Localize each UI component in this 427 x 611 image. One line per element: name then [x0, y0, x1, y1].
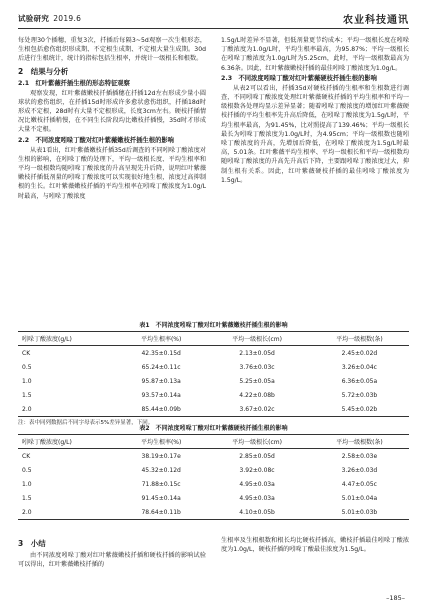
table-row	[18, 402, 409, 417]
table-row	[18, 388, 409, 402]
table-header-row	[18, 332, 409, 346]
table-1	[18, 331, 409, 417]
table-header-cell: 平均生根率(%)	[118, 435, 204, 449]
summary-paragraph-end: 生根率及生根根数和根长均比硬枝扦插高，嫩枝扦插最佳吲哚丁酸浓度为1.0g/L，硬枝扦插的吲哚丁酸最佳浓度为1.5g/L。	[221, 537, 409, 554]
table-row	[18, 449, 409, 464]
page-header	[18, 12, 409, 29]
table-cell: 71.88±0.15c	[141, 480, 181, 488]
table-1-note: 注：表中同列数据后不同字母表示5%差异显著，下同。	[18, 420, 154, 426]
journal-issue: 2019.6	[53, 14, 82, 23]
table-cell: 4.47±0.05c	[341, 480, 377, 488]
table-2-block	[18, 424, 409, 520]
table-cell: 4.22±0.08b	[239, 391, 275, 399]
table-cell: 38.19±0.17e	[141, 452, 181, 460]
subsection-heading-2-1: 2.1 红叶紫薇扦插生根的形态特征观察	[18, 79, 130, 87]
table-1-caption: 表1 不同浓度吲哚丁酸对红叶紫薇嫩枝扦插生根的影响	[139, 322, 288, 329]
subsection-heading-2-2: 2.2 不同浓度吲哚丁酸对红叶紫薇嫩枝扦插生根的影响	[18, 136, 174, 144]
table-cell: 2.0	[18, 402, 118, 417]
table-1-block	[18, 321, 409, 427]
table-row	[18, 463, 409, 477]
hardwood-analysis-paragraph: 从表2可以看出，扦插35d对硬枝扦插的生根率和生根数进行调查，不同吲哚丁酸浓度处理红叶紫薇硬枝扦插的平均生根率和平均一级根数各处理均显示差异显著；随着吲哚丁酸浓度的增加红叶紫薇硬枝扦插的平均生根率先升高后降低，在吲哚丁酸浓度为1.5g/L时，平均生根率最高，为91.45%，比对照提高了139.46%；平均一级根长最长为吲哚丁酸浓度为1.0g/L时，为4.95cm；平均一级根数也随吲哚丁酸浓度的升高，先增加后降低，在吲哚丁酸浓度为1.5g/L时最高，5.01条。红叶紫薇平均生根率、平均一级根长和平均一级根数均随吲哚丁酸浓度的升高先升高后下降，主要跟吲哚丁酸浓度过大，抑制生根有关系。因此，红叶紫薇硬枝扦插的最佳吲哚丁酸浓度为1.5g/L。	[221, 84, 409, 184]
journal-section-title: 试验研究	[18, 14, 50, 23]
table-cell: 4.95±0.03a	[239, 480, 275, 488]
table-cell: 3.76±0.03c	[239, 363, 275, 371]
table-header-cell: 吲哚丁酸浓度(g/L)	[18, 332, 118, 346]
table-cell: 5.45±0.02b	[310, 402, 409, 417]
table-row	[18, 374, 409, 388]
table-cell: 2.0	[18, 505, 118, 520]
table-cell: 2.13±0.05d	[239, 349, 275, 357]
summary-left-column	[18, 536, 206, 569]
table-cell: 3.26±0.03d	[341, 466, 378, 474]
table-header-cell: 平均一级根数(条)	[310, 332, 409, 346]
magazine-name: 农业科技通讯	[343, 15, 409, 26]
table-header-cell: 平均生根率(%)	[118, 332, 204, 346]
table-row	[18, 360, 409, 374]
table-cell: 91.45±0.14a	[141, 494, 181, 502]
table-cell: CK	[22, 452, 31, 460]
table-cell: 2.45±0.02d	[341, 349, 378, 357]
softwood-conclusion-paragraph: 1.5g/L时差异不显著，但低剂量更节约成本；平均一级根长度在吲哚丁酸浓度为1.0g/L时，平均生根率最高，为95.87%；平均一级根长在吲哚丁酸浓度为1.0g/L时为5.25cm，此时，平均一级根数最高为6.36条。因此，红叶紫薇嫩枝扦插的最佳吲哚丁酸浓度为1.0g/L。	[221, 37, 409, 72]
table-cell: 1.0	[22, 480, 32, 488]
table-cell: 2.85±0.05d	[239, 452, 275, 460]
observation-paragraph: 观察发现，红叶紫薇嫩枝扦插插穗在扦插12d左右形成少量小圆球状的愈伤组织，在扦插15d时形成许多愈状愈伤组织，扦插18d时形成不定根，28d时有大量不定根形成，长度3cm左右。硬枝扦插情况比嫩枝扦插稍慢，在不同生长阶段均比嫩枝扦插慢，35d时才形成大量不定根。	[18, 89, 206, 134]
table-cell: 42.35±0.15d	[141, 349, 181, 357]
table-cell: 85.44±0.09b	[118, 402, 204, 417]
left-column	[18, 36, 206, 201]
summary-paragraph-start: 由不同浓度吲哚丁酸对红叶紫薇嫩枝扦插和硬枝扦插的影响试验可以得出，红叶紫薇嫩枝扦插的	[18, 552, 206, 569]
softwood-analysis-paragraph: 从表1看出，红叶紫薇嫩枝扦插35d后调查的不同吲哚丁酸浓度对生根的影响，在吲哚丁酸的处理下，平均一级根长度、平均生根率和平均一级根数均随吲哚丁酸浓度的升高呈现先升后降，说明红叶紫薇嫩枝扦插低剂量的吲哚丁酸浓度可以实现很好地生根，浓度过高抑制根的生长。红叶紫薇嫩枝扦插的平均生根率在吲哚丁酸浓度为1.0g/L时最高，与吲哚丁酸浓度	[18, 146, 206, 200]
table-cell: 1.5	[22, 391, 32, 399]
table-cell: CK	[22, 349, 31, 357]
table-cell: 3.92±0.08c	[239, 466, 275, 474]
table-cell: 5.01±0.03b	[310, 505, 409, 520]
table-cell: 5.25±0.05a	[239, 377, 275, 385]
table-cell: 45.32±0.12d	[141, 466, 181, 474]
table-cell: 4.95±0.03a	[239, 494, 275, 502]
table-header-row	[18, 435, 409, 449]
table-cell: 1.0	[22, 377, 32, 385]
table-cell: 0.5	[22, 363, 32, 371]
table-cell: 4.10±0.05b	[204, 505, 310, 520]
table-cell: 78.64±0.11b	[118, 505, 204, 520]
table-cell: 6.36±0.05a	[341, 377, 378, 385]
table-row	[18, 505, 409, 520]
table-cell: 3.67±0.02c	[204, 402, 310, 417]
table-cell: 2.58±0.03e	[341, 452, 378, 460]
table-row	[18, 491, 409, 505]
table-cell: 1.5	[22, 494, 32, 502]
section-heading-summary: 3 小结	[18, 539, 46, 548]
table-row	[18, 346, 409, 361]
summary-right-column	[221, 536, 409, 554]
table-2	[18, 434, 409, 520]
journal-section	[18, 13, 81, 24]
table-header-cell: 平均一级根数(条)	[310, 435, 409, 449]
right-column	[221, 36, 409, 185]
table-cell: 0.5	[22, 466, 32, 474]
table-cell: 5.01±0.04a	[341, 494, 378, 502]
table-cell: 95.87±0.13a	[141, 377, 181, 385]
table-cell: 93.57±0.14a	[141, 391, 181, 399]
table-2-caption: 表2 不同浓度吲哚丁酸对红叶紫薇硬枝扦插生根的影响	[139, 425, 288, 432]
table-cell: 65.24±0.11c	[141, 363, 181, 371]
table-cell: 3.26±0.04c	[341, 363, 377, 371]
method-paragraph: 每处理30个插穗，重复3次，扦插后每隔3~5d观察一次生根形态，生根包括愈伤组织形成期、不定根生成期、不定根大量生成期。30d后进行生根统计，统计的指标包括生根率，并统计一级根长和根数。	[18, 37, 206, 63]
table-cell: 5.72±0.03b	[341, 391, 378, 399]
page-number: –185–	[386, 594, 405, 602]
section-heading-results: 2 结果与分析	[18, 66, 69, 76]
table-row	[18, 477, 409, 491]
subsection-heading-2-3: 2.3 不同浓度吲哚丁酸对红叶紫薇硬枝扦插生根的影响	[221, 74, 377, 82]
table-header-cell: 平均一级根长(cm)	[204, 332, 310, 346]
table-header-cell: 吲哚丁酸浓度(g/L)	[18, 435, 118, 449]
table-header-cell: 平均一级根长(cm)	[204, 435, 310, 449]
